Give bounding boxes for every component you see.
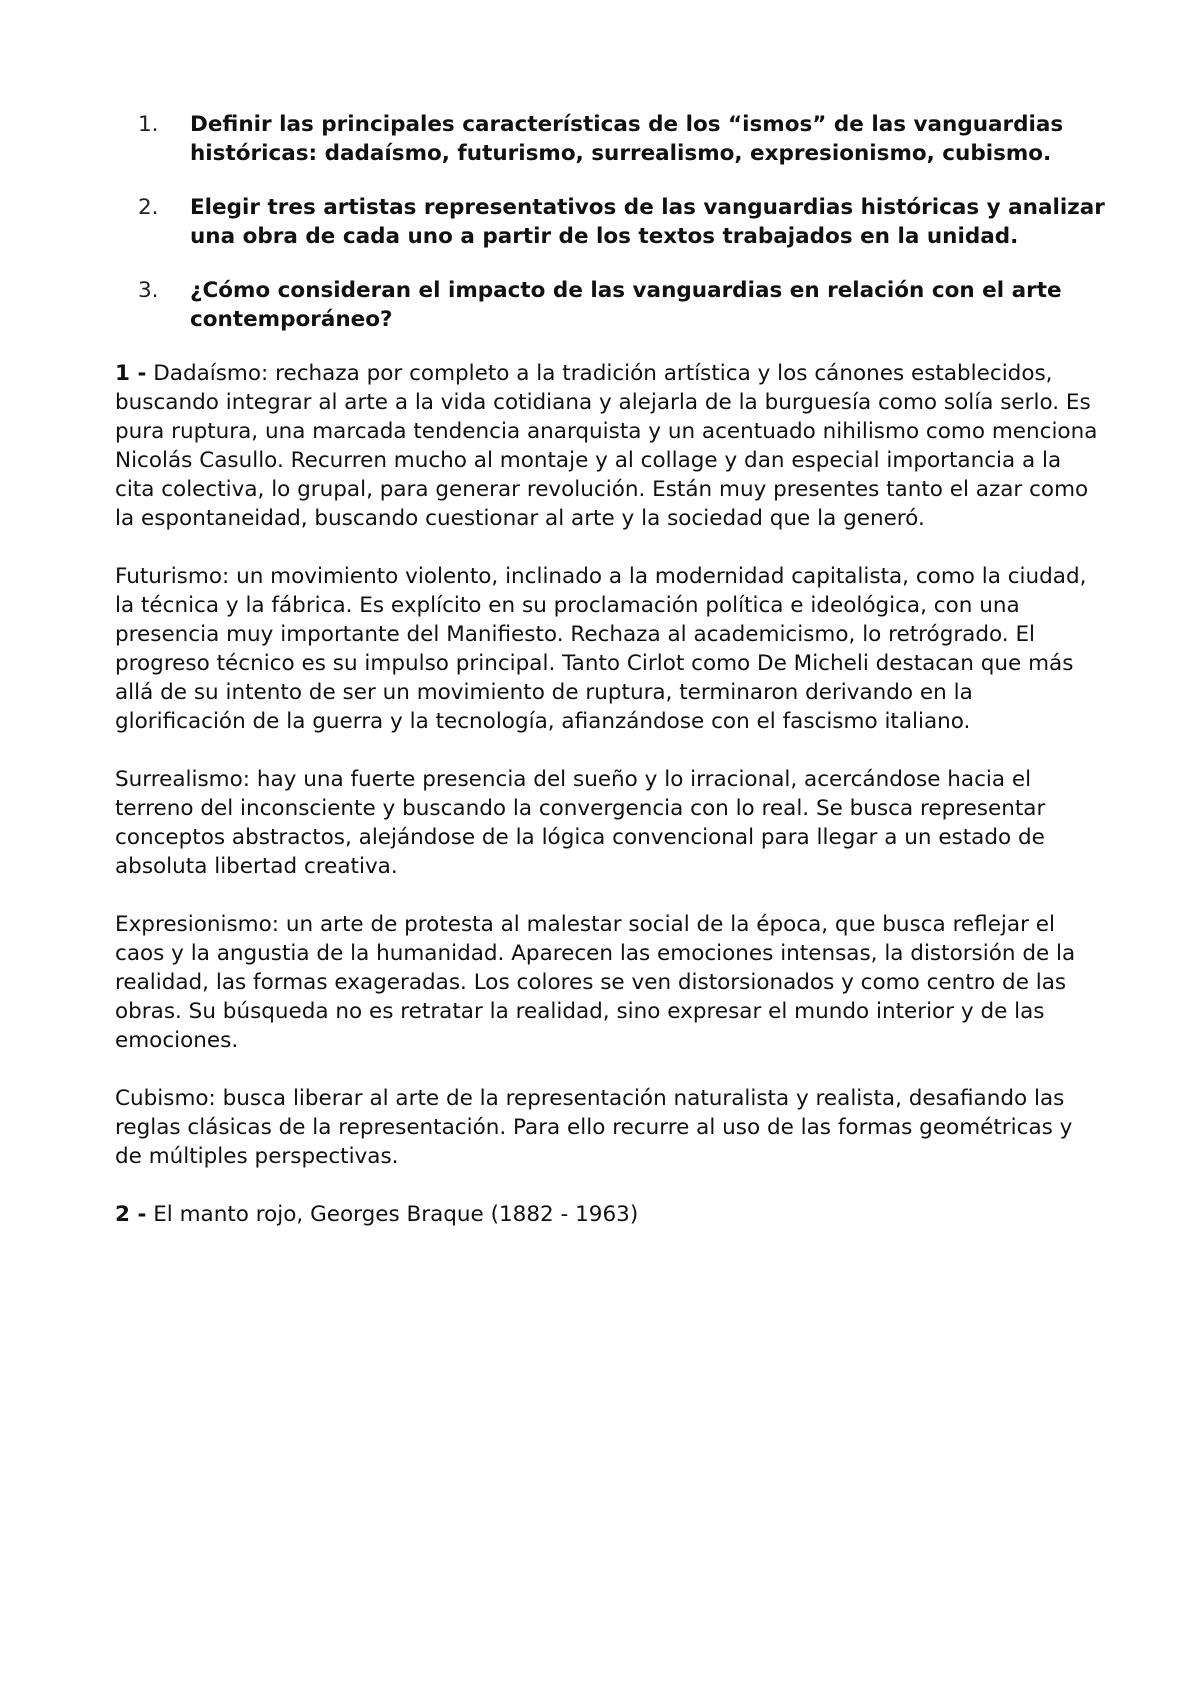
answer-surrealismo: Surrealismo: hay una fuerte presencia del sueño y lo irracional, acercándose hacia el terreno del inconsciente y buscando la convergencia con lo real. Se busca representar conceptos abstractos, alejándose de la lógica convencional para llegar a un estado de absoluta libertad creativa. (115, 767, 1046, 879)
question-text: Definir las principales características de los “ismos” de las vanguardias históricas: dadaísmo, futurismo, surrealismo, expresionismo, cubismo. (190, 112, 1064, 166)
answer-text: El manto rojo, Georges Braque (1882 - 1963) (146, 1202, 639, 1227)
question-number: 3. (138, 278, 159, 303)
answer-futurismo: Futurismo: un movimiento violento, inclinado a la modernidad capitalista, como la ciudad, la técnica y la fábrica. Es explícito en su proclamación política e ideológica, con una presencia muy importante del Manifiesto. Rechaza al academicismo, lo retrógrado. El progreso técnico es su impulso principal. Tanto Cirlot como De Micheli destacan que más allá de su intento de ser un movimiento de ruptura, terminaron derivando en la glorificación de la guerra y la tecnología, afianzándose con el fascismo italiano. (115, 564, 1087, 734)
question-item (115, 276, 1105, 334)
question-text: Elegir tres artistas representativos de las vanguardias históricas y analizar una obra de cada uno a partir de los textos trabajados en la unidad. (190, 195, 1105, 249)
answer-dadaismo (115, 359, 1105, 533)
answer-expresionismo: Expresionismo: un arte de protesta al malestar social de la época, que busca reflejar el caos y la angustia de la humanidad. Aparecen las emociones intensas, la distorsión de la realidad, las formas exageradas. Los colores se ven distorsionados y como centro de las obras. Su búsqueda no es retratar la realidad, sino expresar el mundo interior y de las emociones. (115, 912, 1076, 1053)
question-text: ¿Cómo consideran el impacto de las vanguardias en relación con el arte contemporáneo? (190, 278, 1062, 332)
answer-text: Dadaísmo: rechaza por completo a la tradición artística y los cánones establecidos, buscando integrar al arte a la vida cotidiana y alejarla de la burguesía como solía serlo. Es pura ruptura, una marcada tendencia anarquista y un acentuado nihilismo como menciona Nicolás Casullo. Recurren mucho al montaje y al collage y dan especial importancia a la cita colectiva, lo grupal, para generar revolución. Están muy presentes tanto el azar como la espontaneidad, buscando cuestionar al arte y la sociedad que la generó. (115, 361, 1098, 531)
question-item (115, 193, 1105, 251)
document-page (115, 110, 1105, 1258)
questions-list (115, 110, 1105, 334)
question-number: 2. (138, 195, 159, 220)
answer-number: 1 - (115, 361, 147, 386)
answer-cubismo: Cubismo: busca liberar al arte de la representación naturalista y realista, desafiando las reglas clásicas de la representación. Para ello recurre al uso de las formas geométricas y de múltiples perspectivas. (115, 1086, 1073, 1169)
answer-number: 2 - (115, 1202, 147, 1227)
question-item (115, 110, 1105, 168)
question-number: 1. (138, 112, 159, 137)
answer-braque (115, 1200, 1105, 1229)
